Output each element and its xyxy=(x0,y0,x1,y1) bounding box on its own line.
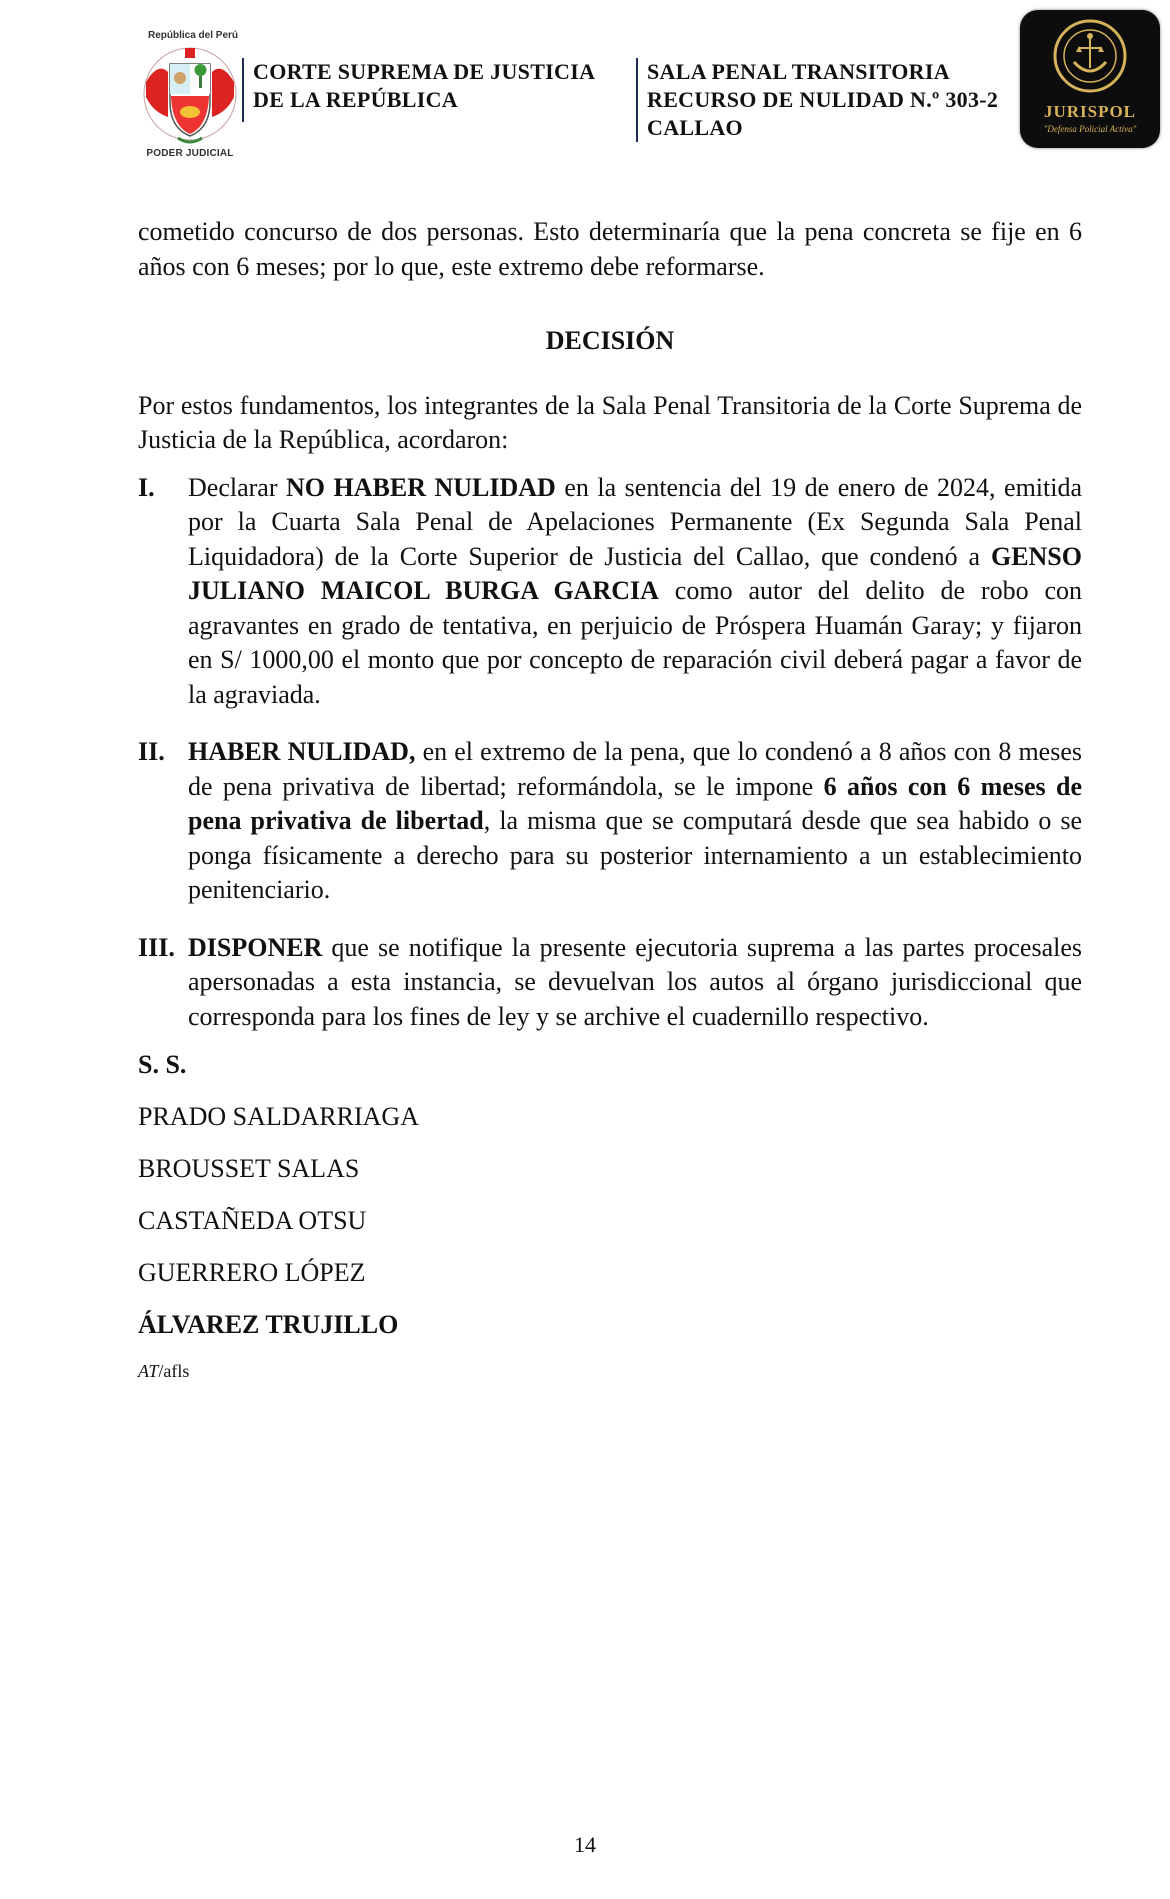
jurispol-motto: "Defensa Policial Activa" xyxy=(1043,124,1137,134)
sala-line-3: CALLAO xyxy=(647,115,743,140)
seal-bottom-text: PODER JUDICIAL xyxy=(146,148,234,159)
presiding-judge-name: ÁLVAREZ TRUJILLO xyxy=(138,1310,399,1339)
item-number: I. xyxy=(138,472,155,502)
item-text xyxy=(188,471,1082,713)
item-bold-run: HABER NULIDAD, xyxy=(188,737,416,766)
ss-label: S. S. xyxy=(138,1050,187,1079)
defendant-name: GENSO JULIANO MAICOL BURGA GARCIA xyxy=(188,541,1082,605)
document-header xyxy=(0,0,1170,170)
decision-item-2 xyxy=(138,735,1082,908)
sala-line-1: SALA PENAL TRANSITORIA xyxy=(647,59,950,84)
initials-italic: AT xyxy=(138,1361,159,1381)
decision-item-1 xyxy=(138,471,1082,713)
document-body xyxy=(138,215,1082,1389)
court-name xyxy=(253,58,595,114)
judge-name: BROUSSET SALAS xyxy=(138,1154,360,1183)
document-initials xyxy=(138,1354,1082,1389)
decision-title: DECISIÓN xyxy=(545,326,675,355)
intro-paragraph: cometido concurso de dos personas. Esto determinaría que la pena concreta se fije en 6 años con 6 meses; por lo que, este extremo debe reformarse. xyxy=(138,217,1082,281)
judge-name: GUERRERO LÓPEZ xyxy=(138,1258,366,1287)
coat-of-arms-icon xyxy=(138,42,242,146)
judge-name: CASTAÑEDA OTSU xyxy=(138,1206,367,1235)
judge-name: PRADO SALDARRIAGA xyxy=(138,1102,419,1131)
decision-item-3 xyxy=(138,931,1082,1035)
poder-judicial-seal xyxy=(130,30,250,162)
case-number: RECURSO DE NULIDAD N.º 303-2 xyxy=(647,87,999,112)
jurispol-emblem-icon xyxy=(1052,18,1128,98)
item-text-run: en el extremo de la pena, que lo condenó a 8 años con 8 meses de pena privativa de libertad; reformándola, se le impone xyxy=(188,737,1082,801)
item-text-run: que se notifique la presente ejecutoria suprema a las partes procesales apersonadas a esta instancia, se devuelvan los autos al órgano jurisdiccional que corresponda para los fines de ley y se archive el cuadernillo respectivo. xyxy=(188,932,1082,1031)
seal-top-text: República del Perú xyxy=(147,30,239,41)
court-line-2: DE LA REPÚBLICA xyxy=(253,87,458,112)
item-text xyxy=(188,931,1082,1035)
page-number: 14 xyxy=(574,1832,596,1857)
item-text-run: , la misma que se computará desde que sea habido o se ponga físicamente a derecho para su posterior internamiento a un establecimiento penitenciario. xyxy=(188,806,1083,904)
item-number: III. xyxy=(138,932,175,962)
court-line-1: CORTE SUPREMA DE JUSTICIA xyxy=(253,59,596,84)
item-bold-run: 6 años con 6 meses de pena privativa de libertad xyxy=(188,771,1083,835)
item-bold-run: DISPONER xyxy=(188,932,323,962)
initials-plain: /afls xyxy=(158,1361,190,1381)
item-text xyxy=(188,735,1082,908)
header-divider xyxy=(636,58,638,142)
case-info xyxy=(647,58,1022,142)
decision-intro: Por estos fundamentos, los integrantes de la Sala Penal Transitoria de la Corte Suprema de Justicia de la República, acordaron: xyxy=(138,390,1082,454)
jurispol-watermark-logo xyxy=(1020,10,1160,148)
header-divider xyxy=(242,58,244,122)
item-bold-run: NO HABER NULIDAD xyxy=(286,472,556,502)
item-number: II. xyxy=(138,737,165,766)
jurispol-name: JURISPOL xyxy=(1043,102,1137,121)
item-text-run: en la sentencia del 19 de enero de 2024, emitida por la Cuarta Sala Penal de Apelaciones Permanente (Ex Segunda Sala Penal Liquidadora) de la Corte Superior de Justicia del Callao, que condenó a xyxy=(188,472,1082,571)
item-text-run: Declarar xyxy=(188,472,286,502)
item-text-run: como autor del delito de robo con agravantes en grado de tentativa, en perjuicio de Próspera Huamán Garay; y fijaron en S/ 1000,00 el monto que por concepto de reparación civil deberá pagar a favor de la agraviada. xyxy=(188,576,1082,709)
